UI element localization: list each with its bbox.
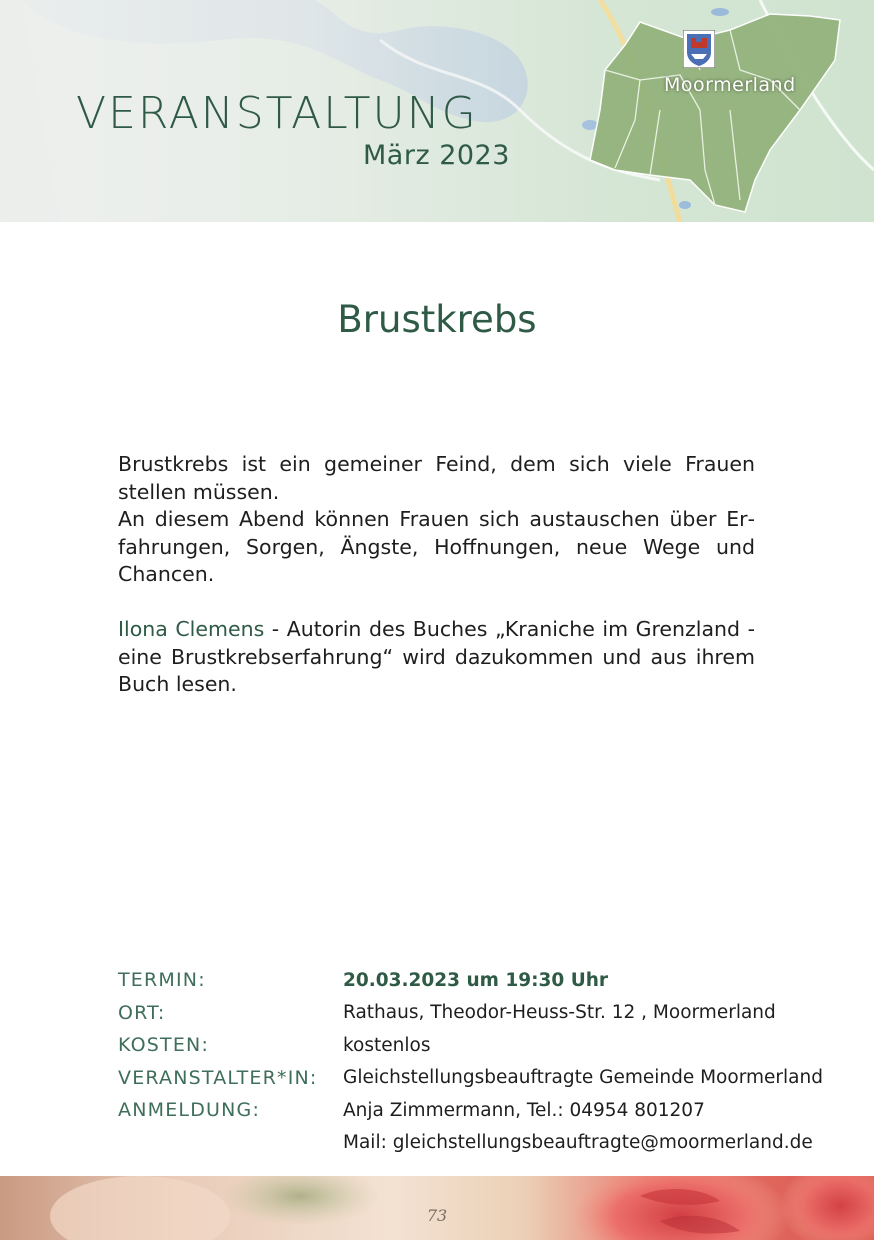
detail-row-mail	[118, 1127, 838, 1160]
brand-label: Moormerland	[664, 74, 796, 96]
coat-of-arms-icon	[683, 30, 715, 68]
event-details	[118, 964, 838, 1159]
paragraph-spacer	[118, 589, 755, 617]
detail-value-date: 20.03.2023 um 19:30 Uhr	[343, 969, 609, 991]
header-banner	[0, 0, 874, 222]
detail-row-anmeldung	[118, 1094, 838, 1127]
header-title: VERANSTALTUNG	[76, 88, 478, 139]
description-paragraph: An diesem Abend können Frauen sich austauschen über Erfahrungen, Sorgen, Ängste, Hoffnungen, neue Wege und Chancen.	[118, 507, 755, 586]
detail-label: TERMIN:	[118, 969, 206, 992]
detail-value-cost: kostenlos	[343, 1034, 431, 1056]
detail-label: KOSTEN:	[118, 1034, 210, 1057]
detail-value-email: Mail: gleichstellungsbeauftragte@moormerland.de	[343, 1132, 813, 1154]
detail-value-organizer: Gleichstellungsbeauftragte Gemeinde Moormerland	[343, 1067, 823, 1089]
detail-label: ORT:	[118, 1001, 166, 1024]
event-description	[118, 451, 755, 699]
detail-value-registration: Anja Zimmermann, Tel.: 04954 801207	[343, 1099, 705, 1121]
event-title: Brustkrebs	[337, 298, 537, 341]
author-text: - Autorin des Buches „Kraniche im Grenzland - eine Brustkrebserfahrung“ wird dazukommen und aus ihrem Buch lesen.	[118, 617, 755, 696]
detail-label: ANMELDUNG:	[118, 1099, 261, 1122]
header-subtitle: März 2023	[363, 140, 510, 171]
author-paragraph	[118, 616, 755, 699]
detail-row-kosten	[118, 1029, 838, 1062]
author-name: Ilona Clemens	[118, 617, 265, 641]
detail-row-veranstalter	[118, 1062, 838, 1095]
detail-value-location: Rathaus, Theodor-Heuss-Str. 12 , Moormerland	[343, 1002, 776, 1024]
description-paragraph: Brustkrebs ist ein gemeiner Feind, dem sich viele Frauen stellen müssen.	[118, 452, 755, 504]
page-number: 73	[426, 1206, 448, 1225]
detail-row-ort	[118, 997, 838, 1030]
detail-row-termin	[118, 964, 838, 997]
detail-label: VERANSTALTER*IN:	[118, 1066, 318, 1089]
